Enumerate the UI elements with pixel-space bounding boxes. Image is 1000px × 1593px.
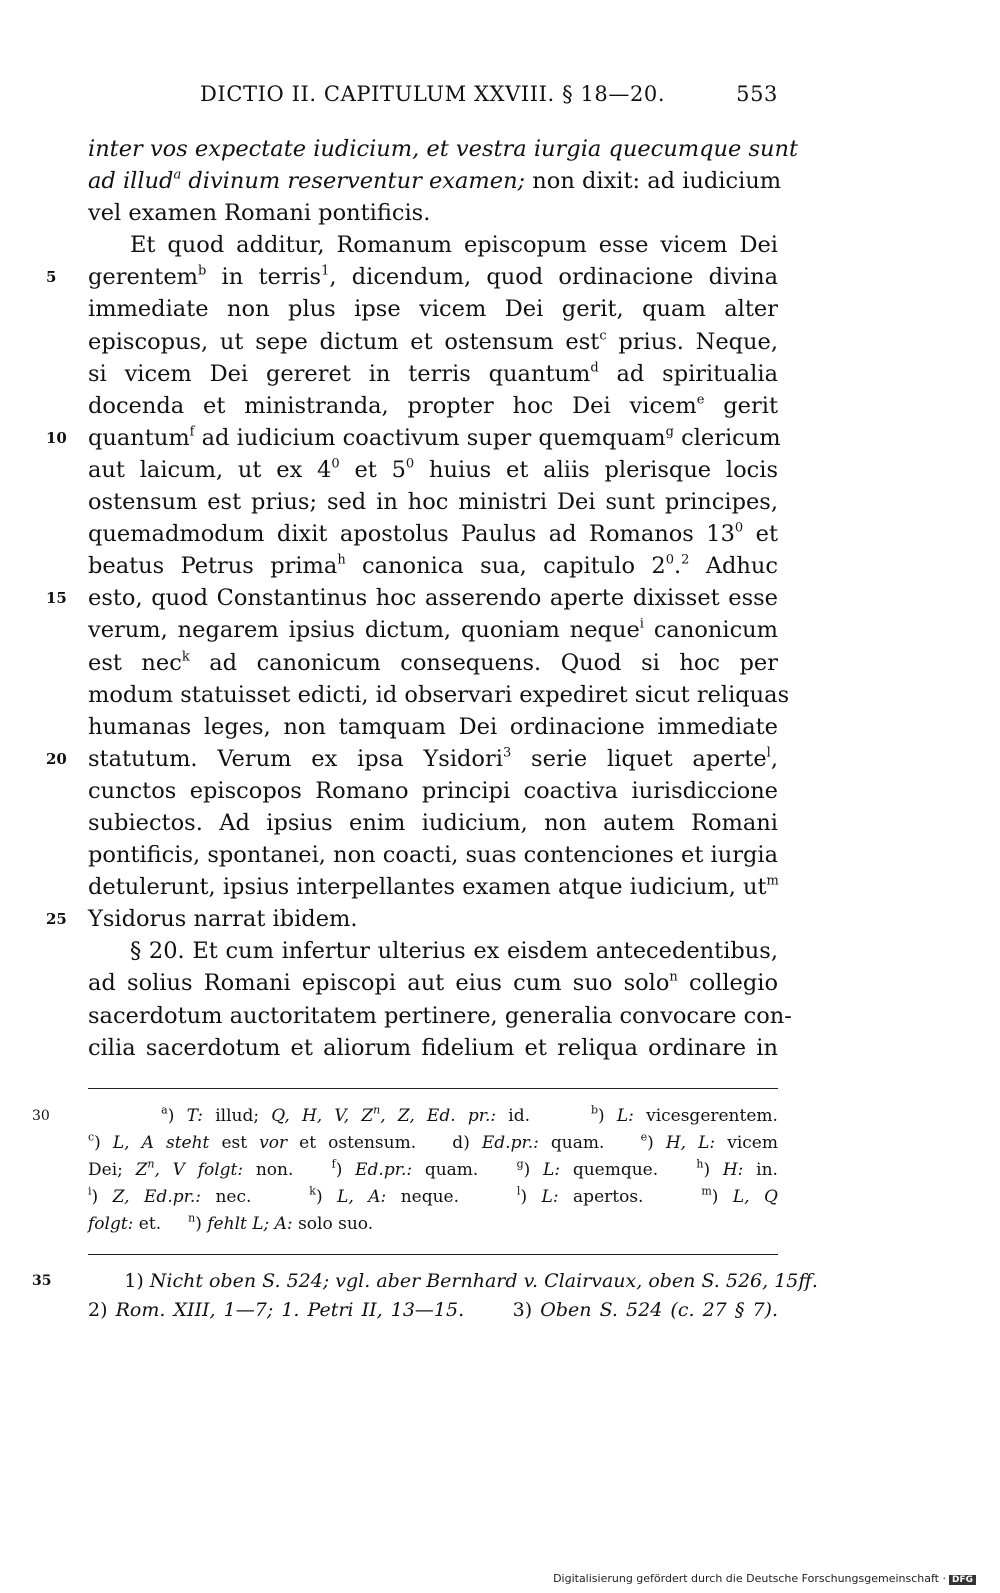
text-line: Et quod additur, Romanum episcopum esse vicem Dei bbox=[130, 232, 778, 259]
line-number: 35 bbox=[32, 1273, 52, 1289]
note-line: 1) Nicht oben S. 524; vgl. aber Bernhard v. Clairvaux, oben S. 526, 15ff. 35 bbox=[88, 1267, 778, 1296]
text-line: quantum$^f$ ad iudicium coactivum super quemquam$^g$ clericum 10 bbox=[88, 422, 778, 454]
text-line: quemadmodum dixit apostolus Paulus ad Romanos $13^0$ et bbox=[88, 520, 779, 548]
text-line: verum, negarem ipsius dictum, quoniam neque$^i$ canonicum bbox=[88, 616, 778, 644]
text-line: § 20. Et cum infertur ulterius ex eisdem antecedentibus, bbox=[130, 938, 778, 965]
credit-text: Digitalisierung gefördert durch die Deutsche Forschungsgemeinschaft · bbox=[553, 1572, 946, 1585]
critical-apparatus bbox=[32, 1103, 778, 1238]
line-number: 5 bbox=[46, 268, 57, 287]
line-number: 20 bbox=[46, 749, 67, 768]
running-title: DICTIO II. CAPITULUM XXVIII. § 18—20. bbox=[200, 82, 666, 106]
text-line: inter vos expectate iudicium, et vestra iurgia quecumque sunt bbox=[88, 136, 799, 162]
text-line: pontificis, spontanei, non coacti, suas contenciones et iurgia bbox=[88, 842, 778, 869]
notes-divider bbox=[88, 1254, 778, 1255]
apparatus-line: $^c$) L, A steht est vor et ostensum. d) Ed.pr.: quam. $^e$) H, L: vicem bbox=[88, 1130, 778, 1153]
text-line: gerentem$^b$ in terris$^1$, dicendum, quod ordinacione divina 5 bbox=[88, 261, 778, 293]
line-number: 10 bbox=[46, 428, 67, 447]
text-line: humanas leges, non tamquam Dei ordinacione immediate bbox=[88, 713, 778, 740]
text-line: vel examen Romani pontificis. bbox=[88, 200, 431, 227]
text-line: sacerdotum auctoritatem pertinere, generalia convocare con- bbox=[88, 1002, 792, 1029]
text-line: detulerunt, ipsius interpellantes examen atque iudicium, $ut^m$ bbox=[88, 873, 779, 901]
main-text-block bbox=[46, 133, 799, 1064]
apparatus-line: $^i$) Z, Ed.pr.: nec. $^k$) L, A: neque. $^l$) L: apertos. $^m$) L, Q bbox=[88, 1184, 778, 1207]
note-line: 2) Rom. XIII, 1—7; 1. Petri II, 13—15. 3) Oben S. 524 (c. 27 § 7). bbox=[88, 1299, 778, 1321]
dfg-logo: DFG bbox=[949, 1575, 976, 1585]
source-notes bbox=[32, 1267, 818, 1325]
line-number: 15 bbox=[46, 589, 67, 608]
line-number: 25 bbox=[46, 910, 67, 929]
apparatus-line: Dei; $Z^n$, V folgt: non. $^f$) Ed.pr.: quam. $^g$) L: quemque. $^h$) H: in. bbox=[88, 1157, 778, 1180]
text-line: est nec$^k$ ad canonicum consequens. Quod si hoc per bbox=[88, 648, 778, 676]
text-line: ad illud$^a$ divinum reserventur examen; non dixit: ad iudicium bbox=[88, 167, 782, 195]
apparatus-divider bbox=[88, 1088, 778, 1089]
text-line: docenda et ministranda, propter hoc Dei vicem$^e$ gerit bbox=[88, 392, 778, 419]
text-line: episcopus, ut sepe dictum et ostensum est$^c$ prius. Neque, bbox=[88, 327, 778, 355]
page-number: 553 bbox=[736, 82, 778, 106]
running-header bbox=[88, 82, 778, 114]
line-number: 30 bbox=[32, 1108, 50, 1124]
apparatus-line: $^a$) T: illud; Q, H, V, $Z^n$, Z, Ed. pr.: id. $^b$) L: vicesgerentem. 30 bbox=[88, 1103, 778, 1130]
text-line: cunctos episcopos Romano principi coactiva iurisdiccione bbox=[88, 777, 778, 804]
apparatus-line: folgt: et. $^n$) fehlt L; A: solo suo. bbox=[88, 1211, 374, 1234]
text-line: beatus Petrus prima$^h$ canonica sua, capitulo $2^0.^2$ Adhuc bbox=[88, 552, 778, 580]
text-line: immediate non plus ipse vicem Dei gerit, quam alter bbox=[88, 296, 778, 323]
text-line: ostensum est prius; sed in hoc ministri Dei sunt principes, bbox=[88, 489, 778, 516]
text-line: modum statuisset edicti, id observari expediret sicut reliquas bbox=[88, 681, 790, 708]
text-line: subiectos. Ad ipsius enim iudicium, non autem Romani bbox=[88, 809, 778, 836]
text-line: cilia sacerdotum et aliorum fidelium et reliqua ordinare in bbox=[88, 1034, 778, 1061]
digitization-credit bbox=[553, 1572, 976, 1585]
text-line: esto, quod Constantinus hoc asserendo aperte dixisset esse 15 bbox=[88, 582, 778, 614]
text-line: Ysidorus narrat ibidem. 25 bbox=[88, 903, 778, 935]
text-line: si vicem Dei gereret in terris quantum$^d$ ad spiritualia bbox=[88, 359, 778, 387]
text-line: aut laicum, ut ex $4^0$ et $5^0$ huius et aliis plerisque locis bbox=[88, 456, 779, 483]
text-line: ad solius Romani episcopi aut eius cum suo solo$^n$ collegio bbox=[88, 969, 778, 997]
text-line: statutum. Verum ex ipsa Ysidori$^3$ serie liquet aperte$^l$, 20 bbox=[88, 743, 778, 775]
